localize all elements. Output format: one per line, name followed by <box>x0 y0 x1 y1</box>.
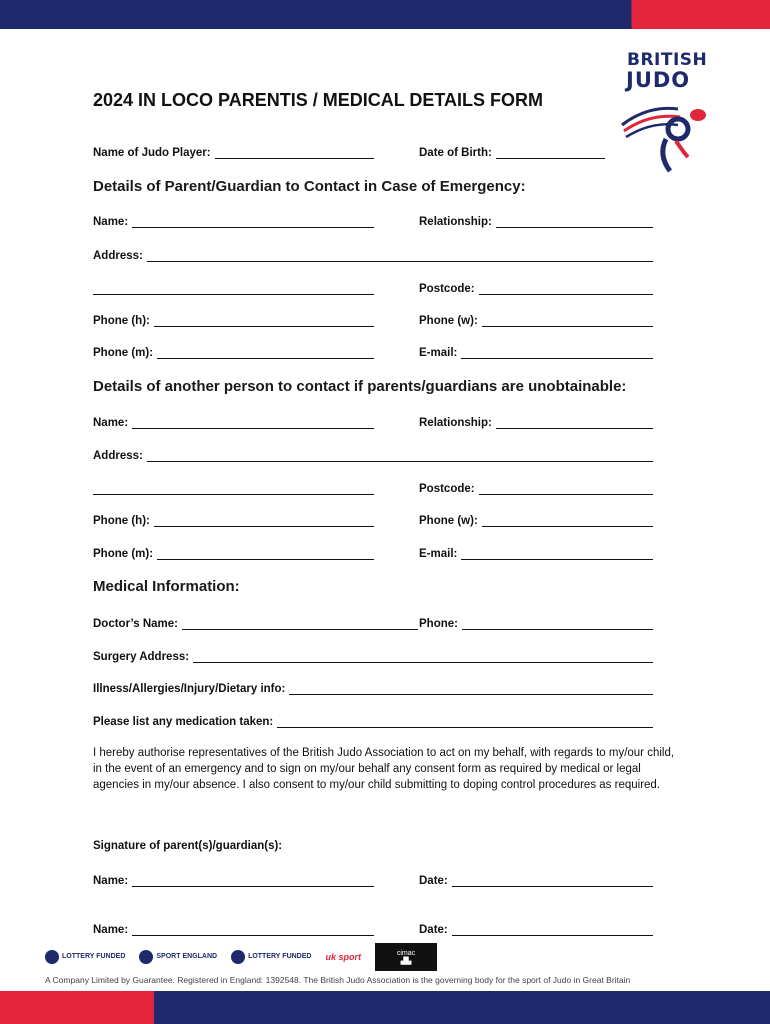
alternate-postcode-field[interactable] <box>419 479 653 495</box>
emergency-address-field[interactable] <box>93 246 653 262</box>
emergency-address-line[interactable] <box>147 249 653 262</box>
emergency-email-label: E-mail: <box>419 347 458 359</box>
alternate-address-line-2[interactable] <box>93 479 374 495</box>
illness-info-field[interactable] <box>93 679 653 695</box>
alternate-address-line-2-rule[interactable] <box>93 482 374 495</box>
illness-info-label: Illness/Allergies/Injury/Dietary info: <box>93 683 286 695</box>
alternate-phone-mobile-label: Phone (m): <box>93 548 154 560</box>
judo-player-name-line[interactable] <box>215 146 374 159</box>
adidas-stripes-icon: ▟▙ <box>400 957 412 965</box>
alternate-address-label: Address: <box>93 450 143 462</box>
date-of-birth-label: Date of Birth: <box>419 147 492 159</box>
emergency-postcode-line[interactable] <box>479 282 653 295</box>
doctor-phone-label: Phone: <box>419 618 458 630</box>
signature-name-1-field[interactable] <box>93 871 374 887</box>
alternate-phone-home-label: Phone (h): <box>93 515 150 527</box>
alternate-postcode-label: Postcode: <box>419 483 475 495</box>
emergency-relationship-field[interactable] <box>419 212 653 228</box>
signature-name-1-label: Name: <box>93 875 129 887</box>
emergency-name-label: Name: <box>93 216 129 228</box>
signature-name-2-field[interactable] <box>93 920 374 936</box>
sport-england-logo <box>139 950 217 964</box>
alternate-phone-mobile-line[interactable] <box>157 547 374 560</box>
doctor-name-label: Doctor’s Name: <box>93 618 178 630</box>
emergency-postcode-label: Postcode: <box>419 283 475 295</box>
uk-sport-text: uk sport <box>325 952 361 962</box>
judo-player-name-label: Name of Judo Player: <box>93 147 211 159</box>
emergency-relationship-line[interactable] <box>496 215 653 228</box>
emergency-address-line-2-rule[interactable] <box>93 282 374 295</box>
date-of-birth-line[interactable] <box>496 146 605 159</box>
alternate-phone-home-line[interactable] <box>154 514 374 527</box>
illness-info-line[interactable] <box>289 682 653 695</box>
lottery-funded-logo-1 <box>45 950 125 964</box>
sport-england-icon <box>139 950 153 964</box>
uk-sport-logo <box>325 953 361 961</box>
signature-date-1-label: Date: <box>419 875 448 887</box>
sponsor-logos <box>45 942 437 972</box>
alternate-email-line[interactable] <box>461 547 653 560</box>
medical-information-heading: Medical Information: <box>93 578 240 595</box>
alternate-phone-work-field[interactable] <box>419 511 653 527</box>
date-of-birth-field[interactable] <box>419 143 605 159</box>
doctor-phone-line[interactable] <box>462 617 653 630</box>
alternate-phone-work-line[interactable] <box>482 514 653 527</box>
alternate-phone-home-field[interactable] <box>93 511 374 527</box>
lottery-funded-logo-2 <box>231 950 311 964</box>
signature-label: Signature of parent(s)/guardian(s): <box>93 840 283 852</box>
logo-text-british: BRITISH <box>627 50 708 70</box>
signature-name-2-line[interactable] <box>132 923 374 936</box>
alternate-address-line[interactable] <box>147 449 653 462</box>
signature-date-2-line[interactable] <box>452 923 653 936</box>
emergency-email-line[interactable] <box>461 346 653 359</box>
signature-date-2-label: Date: <box>419 924 448 936</box>
signature-date-1-field[interactable] <box>419 871 653 887</box>
judo-player-name-field[interactable] <box>93 143 374 159</box>
surgery-address-line[interactable] <box>193 650 653 663</box>
emergency-name-line[interactable] <box>132 215 374 228</box>
doctor-name-field[interactable] <box>93 614 418 630</box>
consent-paragraph: I hereby authorise representatives of the British Judo Association to act on my behalf, with regards to my/our child, in the event of an emergency and to sign on my/our behalf any consent form as required by medical or legal agencies in my/our absence. I also consent to my/our child submitting to doping control procedures as required. <box>93 747 675 791</box>
cimac-text: cimac <box>396 949 416 957</box>
emergency-address-label: Address: <box>93 250 143 262</box>
emergency-phone-home-field[interactable] <box>93 311 374 327</box>
logo-text-judo: JUDO <box>626 68 691 92</box>
emergency-postcode-field[interactable] <box>419 279 653 295</box>
emergency-contact-heading: Details of Parent/Guardian to Contact in Case of Emergency: <box>93 178 526 195</box>
signature-name-2-label: Name: <box>93 924 129 936</box>
bottom-color-bar <box>0 991 770 1024</box>
alternate-phone-mobile-field[interactable] <box>93 544 374 560</box>
alternate-relationship-line[interactable] <box>496 416 653 429</box>
cimac-adidas-logo <box>375 943 437 971</box>
lottery-funded-text-1: LOTTERY FUNDED <box>62 953 126 960</box>
surgery-address-label: Surgery Address: <box>93 651 190 663</box>
judoka-emblem-icon <box>618 95 714 177</box>
form-title: 2024 IN LOCO PARENTIS / MEDICAL DETAILS FORM <box>93 90 544 110</box>
emergency-phone-mobile-line[interactable] <box>157 346 374 359</box>
surgery-address-field[interactable] <box>93 647 653 663</box>
lottery-funded-text-2: LOTTERY FUNDED <box>248 953 312 960</box>
alternate-phone-work-label: Phone (w): <box>419 515 478 527</box>
emergency-name-field[interactable] <box>93 212 374 228</box>
alternate-name-label: Name: <box>93 417 129 429</box>
alternate-contact-heading: Details of another person to contact if parents/guardians are unobtainable: <box>93 378 627 395</box>
alternate-relationship-field[interactable] <box>419 413 653 429</box>
alternate-postcode-line[interactable] <box>479 482 653 495</box>
alternate-address-field[interactable] <box>93 446 653 462</box>
emergency-phone-home-label: Phone (h): <box>93 315 150 327</box>
emergency-phone-work-label: Phone (w): <box>419 315 478 327</box>
alternate-email-label: E-mail: <box>419 548 458 560</box>
alternate-email-field[interactable] <box>419 544 653 560</box>
emergency-phone-home-line[interactable] <box>154 314 374 327</box>
signature-date-1-line[interactable] <box>452 874 653 887</box>
alternate-name-line[interactable] <box>132 416 374 429</box>
signature-date-2-field[interactable] <box>419 920 653 936</box>
british-judo-logo <box>615 50 715 90</box>
emergency-phone-work-field[interactable] <box>419 311 653 327</box>
emergency-phone-mobile-field[interactable] <box>93 343 374 359</box>
sport-england-text: SPORT ENGLAND <box>156 953 218 960</box>
emergency-address-line-2[interactable] <box>93 279 374 295</box>
emergency-phone-work-line[interactable] <box>482 314 653 327</box>
alternate-name-field[interactable] <box>93 413 374 429</box>
emergency-phone-mobile-label: Phone (m): <box>93 347 154 359</box>
medication-field[interactable] <box>93 712 653 728</box>
company-registration-note: A Company Limited by Guarantee. Registered in England: 1392548. The British Judo Association is the governing body for the sport of Judo in Great Britain <box>45 975 631 985</box>
doctor-name-line[interactable] <box>182 617 418 630</box>
lottery-crossed-fingers-icon <box>45 950 59 964</box>
emergency-relationship-label: Relationship: <box>419 216 492 228</box>
lottery-crossed-fingers-icon <box>231 950 245 964</box>
medication-label: Please list any medication taken: <box>93 716 274 728</box>
signature-name-1-line[interactable] <box>132 874 374 887</box>
doctor-phone-field[interactable] <box>419 614 653 630</box>
emergency-email-field[interactable] <box>419 343 653 359</box>
alternate-relationship-label: Relationship: <box>419 417 492 429</box>
top-color-bar <box>0 0 770 29</box>
medication-line[interactable] <box>277 715 653 728</box>
